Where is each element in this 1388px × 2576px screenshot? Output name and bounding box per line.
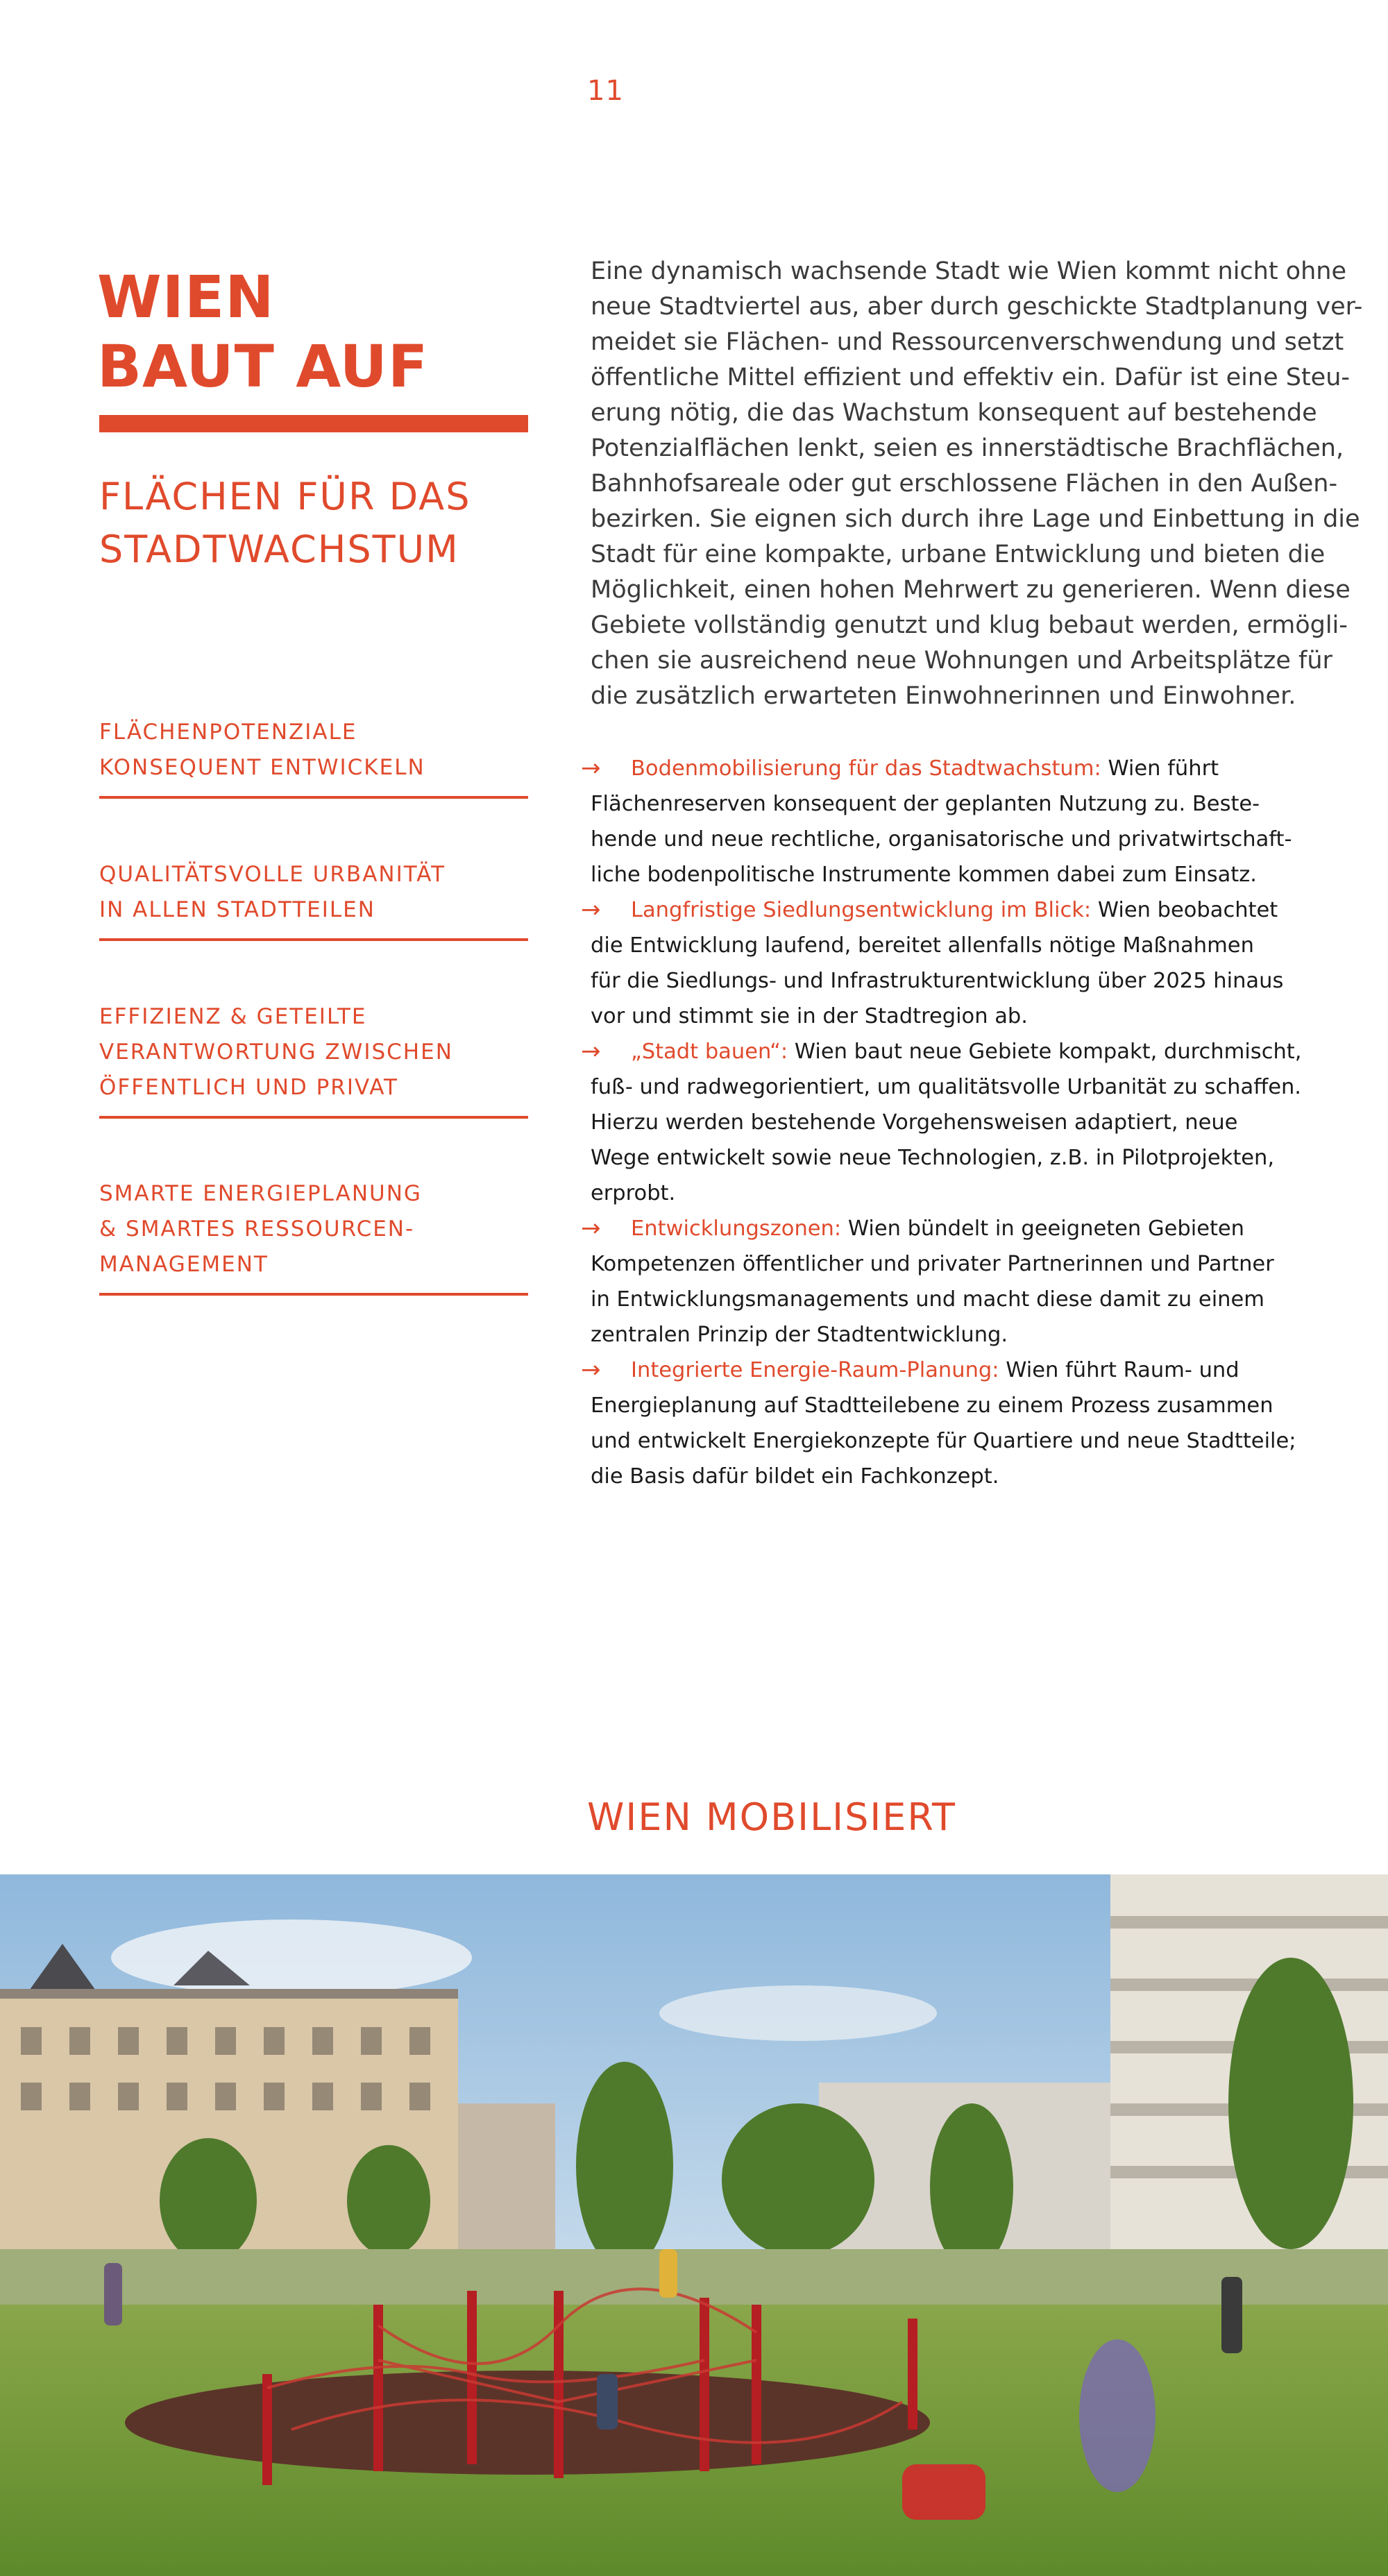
arrow-right-icon: → xyxy=(581,896,601,924)
subtitle-line: FLÄCHEN FÜR DAS xyxy=(99,475,471,518)
arrow-right-icon: → xyxy=(581,1214,601,1242)
bullet-lead: Entwicklungszonen: xyxy=(631,1217,842,1241)
arrow-right-icon: → xyxy=(581,1037,601,1065)
bullet-item xyxy=(581,892,1361,1034)
bullet-line: hende und neue rechtliche, organisatorische und privatwirtschaft- xyxy=(591,827,1292,851)
title-line: WIEN xyxy=(97,263,275,331)
topic-item xyxy=(99,999,528,1119)
bullet-line: Flächenreserven konsequent der geplanten Nutzung zu. Beste- xyxy=(591,792,1260,816)
bullet-line: zentralen Prinzip der Stadtentwicklung. xyxy=(591,1323,1008,1347)
park-playground-photo xyxy=(0,1874,1388,2576)
topic-item xyxy=(99,1176,528,1296)
intro-line: bezirken. Sie eignen sich durch ihre Lage und Einbettung in die xyxy=(591,505,1360,533)
topic-line: KONSEQUENT ENTWICKELN xyxy=(99,755,425,780)
bullet-lead: Integrierte Energie-Raum-Planung: xyxy=(631,1358,999,1382)
intro-line: die zusätzlich erwarteten Einwohnerinnen und Einwohner. xyxy=(591,682,1296,710)
bullet-first-line xyxy=(591,1211,1361,1246)
bullet-line: Hierzu werden bestehende Vorgehensweisen adaptiert, neue xyxy=(591,1110,1238,1135)
section-heading: WIEN MOBILISIERT xyxy=(587,1795,956,1839)
topic-line: IN ALLEN STADTTEILEN xyxy=(99,897,375,922)
bullet-lead: Langfristige Siedlungsentwicklung im Blick: xyxy=(631,898,1092,922)
intro-line: Potenzialflächen lenkt, seien es innerstädtische Brachflächen, xyxy=(591,434,1344,462)
bullet-line: erprobt. xyxy=(591,1181,676,1205)
bullet-line: für die Siedlungs- und Infrastrukturentwicklung über 2025 hinaus xyxy=(591,969,1284,993)
bullet-line: fuß- und radwegorientiert, um qualitätsvolle Urbanität zu schaffen. xyxy=(591,1075,1301,1099)
section-subtitle xyxy=(99,471,471,576)
topic-line: EFFIZIENZ & GETEILTE xyxy=(99,1004,367,1029)
bullet-item xyxy=(581,1211,1361,1353)
title-rule xyxy=(99,415,528,432)
bullet-item xyxy=(581,1353,1361,1494)
arrow-right-icon: → xyxy=(581,754,601,782)
intro-paragraph xyxy=(591,254,1363,714)
intro-line: Möglichkeit, einen hohen Mehrwert zu generieren. Wenn diese xyxy=(591,576,1351,604)
topic-item xyxy=(99,715,528,799)
bullet-text: Wien bündelt in geeigneten Gebieten xyxy=(841,1217,1245,1241)
topic-line: VERANTWORTUNG ZWISCHEN xyxy=(99,1040,453,1065)
intro-line: Bahnhofsareale oder gut erschlossene Flächen in den Außen- xyxy=(591,470,1338,498)
bullet-line: und entwickelt Energiekonzepte für Quartiere und neue Stadtteile; xyxy=(591,1429,1296,1453)
topic-line: FLÄCHENPOTENZIALE xyxy=(99,720,357,745)
bullet-line: Energieplanung auf Stadtteilebene zu einem Prozess zusammen xyxy=(591,1393,1273,1418)
bullet-lead: Bodenmobilisierung für das Stadtwachstum: xyxy=(631,756,1101,781)
bullet-item xyxy=(581,751,1361,892)
title-line: BAUT AUF xyxy=(97,332,429,400)
topic-line: & SMARTES RESSOURCEN- xyxy=(99,1217,415,1242)
bullet-first-line xyxy=(591,751,1361,786)
topic-line: SMARTE ENERGIEPLANUNG xyxy=(99,1181,422,1206)
bullet-line: Wege entwickelt sowie neue Technologien, z.B. in Pilotprojekten, xyxy=(591,1146,1275,1170)
topic-line: QUALITÄTSVOLLE URBANITÄT xyxy=(99,862,446,887)
bullet-line: vor und stimmt sie in der Stadtregion ab. xyxy=(591,1004,1028,1028)
intro-line: Eine dynamisch wachsende Stadt wie Wien kommt nicht ohne xyxy=(591,257,1346,285)
intro-line: meidet sie Flächen- und Ressourcenverschwendung und setzt xyxy=(591,328,1344,356)
intro-line: erung nötig, die das Wachstum konsequent auf bestehende xyxy=(591,399,1317,427)
bullet-text: Wien führt Raum- und xyxy=(999,1358,1239,1382)
bullet-line: liche bodenpolitische Instrumente kommen dabei zum Einsatz. xyxy=(591,863,1257,887)
topic-line: ÖFFENTLICH UND PRIVAT xyxy=(99,1075,398,1100)
page-title xyxy=(97,262,428,401)
subtitle-line: STADTWACHSTUM xyxy=(99,527,459,571)
bullet-text: Wien baut neue Gebiete kompakt, durchmischt, xyxy=(788,1040,1302,1064)
bullet-line: die Basis dafür bildet ein Fachkonzept. xyxy=(591,1464,999,1489)
intro-line: öffentliche Mittel effizient und effektiv ein. Dafür ist eine Steu- xyxy=(591,364,1351,391)
bullet-first-line xyxy=(591,892,1361,928)
arrow-right-icon: → xyxy=(581,1356,601,1384)
bullet-line: Kompetenzen öffentlicher und privater Partnerinnen und Partner xyxy=(591,1252,1274,1276)
bullet-lead: „Stadt bauen“: xyxy=(631,1040,788,1064)
bullet-text: Wien führt xyxy=(1101,756,1219,781)
bullet-text: Wien beobachtet xyxy=(1091,898,1278,922)
intro-line: Stadt für eine kompakte, urbane Entwicklung und bieten die xyxy=(591,541,1326,568)
bullet-first-line xyxy=(591,1034,1361,1069)
bullet-line: die Entwicklung laufend, bereitet allenfalls nötige Maßnahmen xyxy=(591,933,1254,958)
topic-item xyxy=(99,857,528,941)
intro-line: Gebiete vollständig genutzt und klug bebaut werden, ermögli- xyxy=(591,611,1348,639)
bullet-first-line xyxy=(591,1353,1361,1388)
topic-line: MANAGEMENT xyxy=(99,1252,269,1277)
bullet-list xyxy=(581,751,1361,1494)
bullet-item xyxy=(581,1034,1361,1211)
page-number: 11 xyxy=(587,75,624,107)
intro-line: neue Stadtviertel aus, aber durch geschickte Stadtplanung ver- xyxy=(591,293,1363,321)
intro-line: chen sie ausreichend neue Wohnungen und Arbeitsplätze für xyxy=(591,647,1332,675)
bullet-line: in Entwicklungsmanagements und macht diese damit zu einem xyxy=(591,1287,1264,1312)
